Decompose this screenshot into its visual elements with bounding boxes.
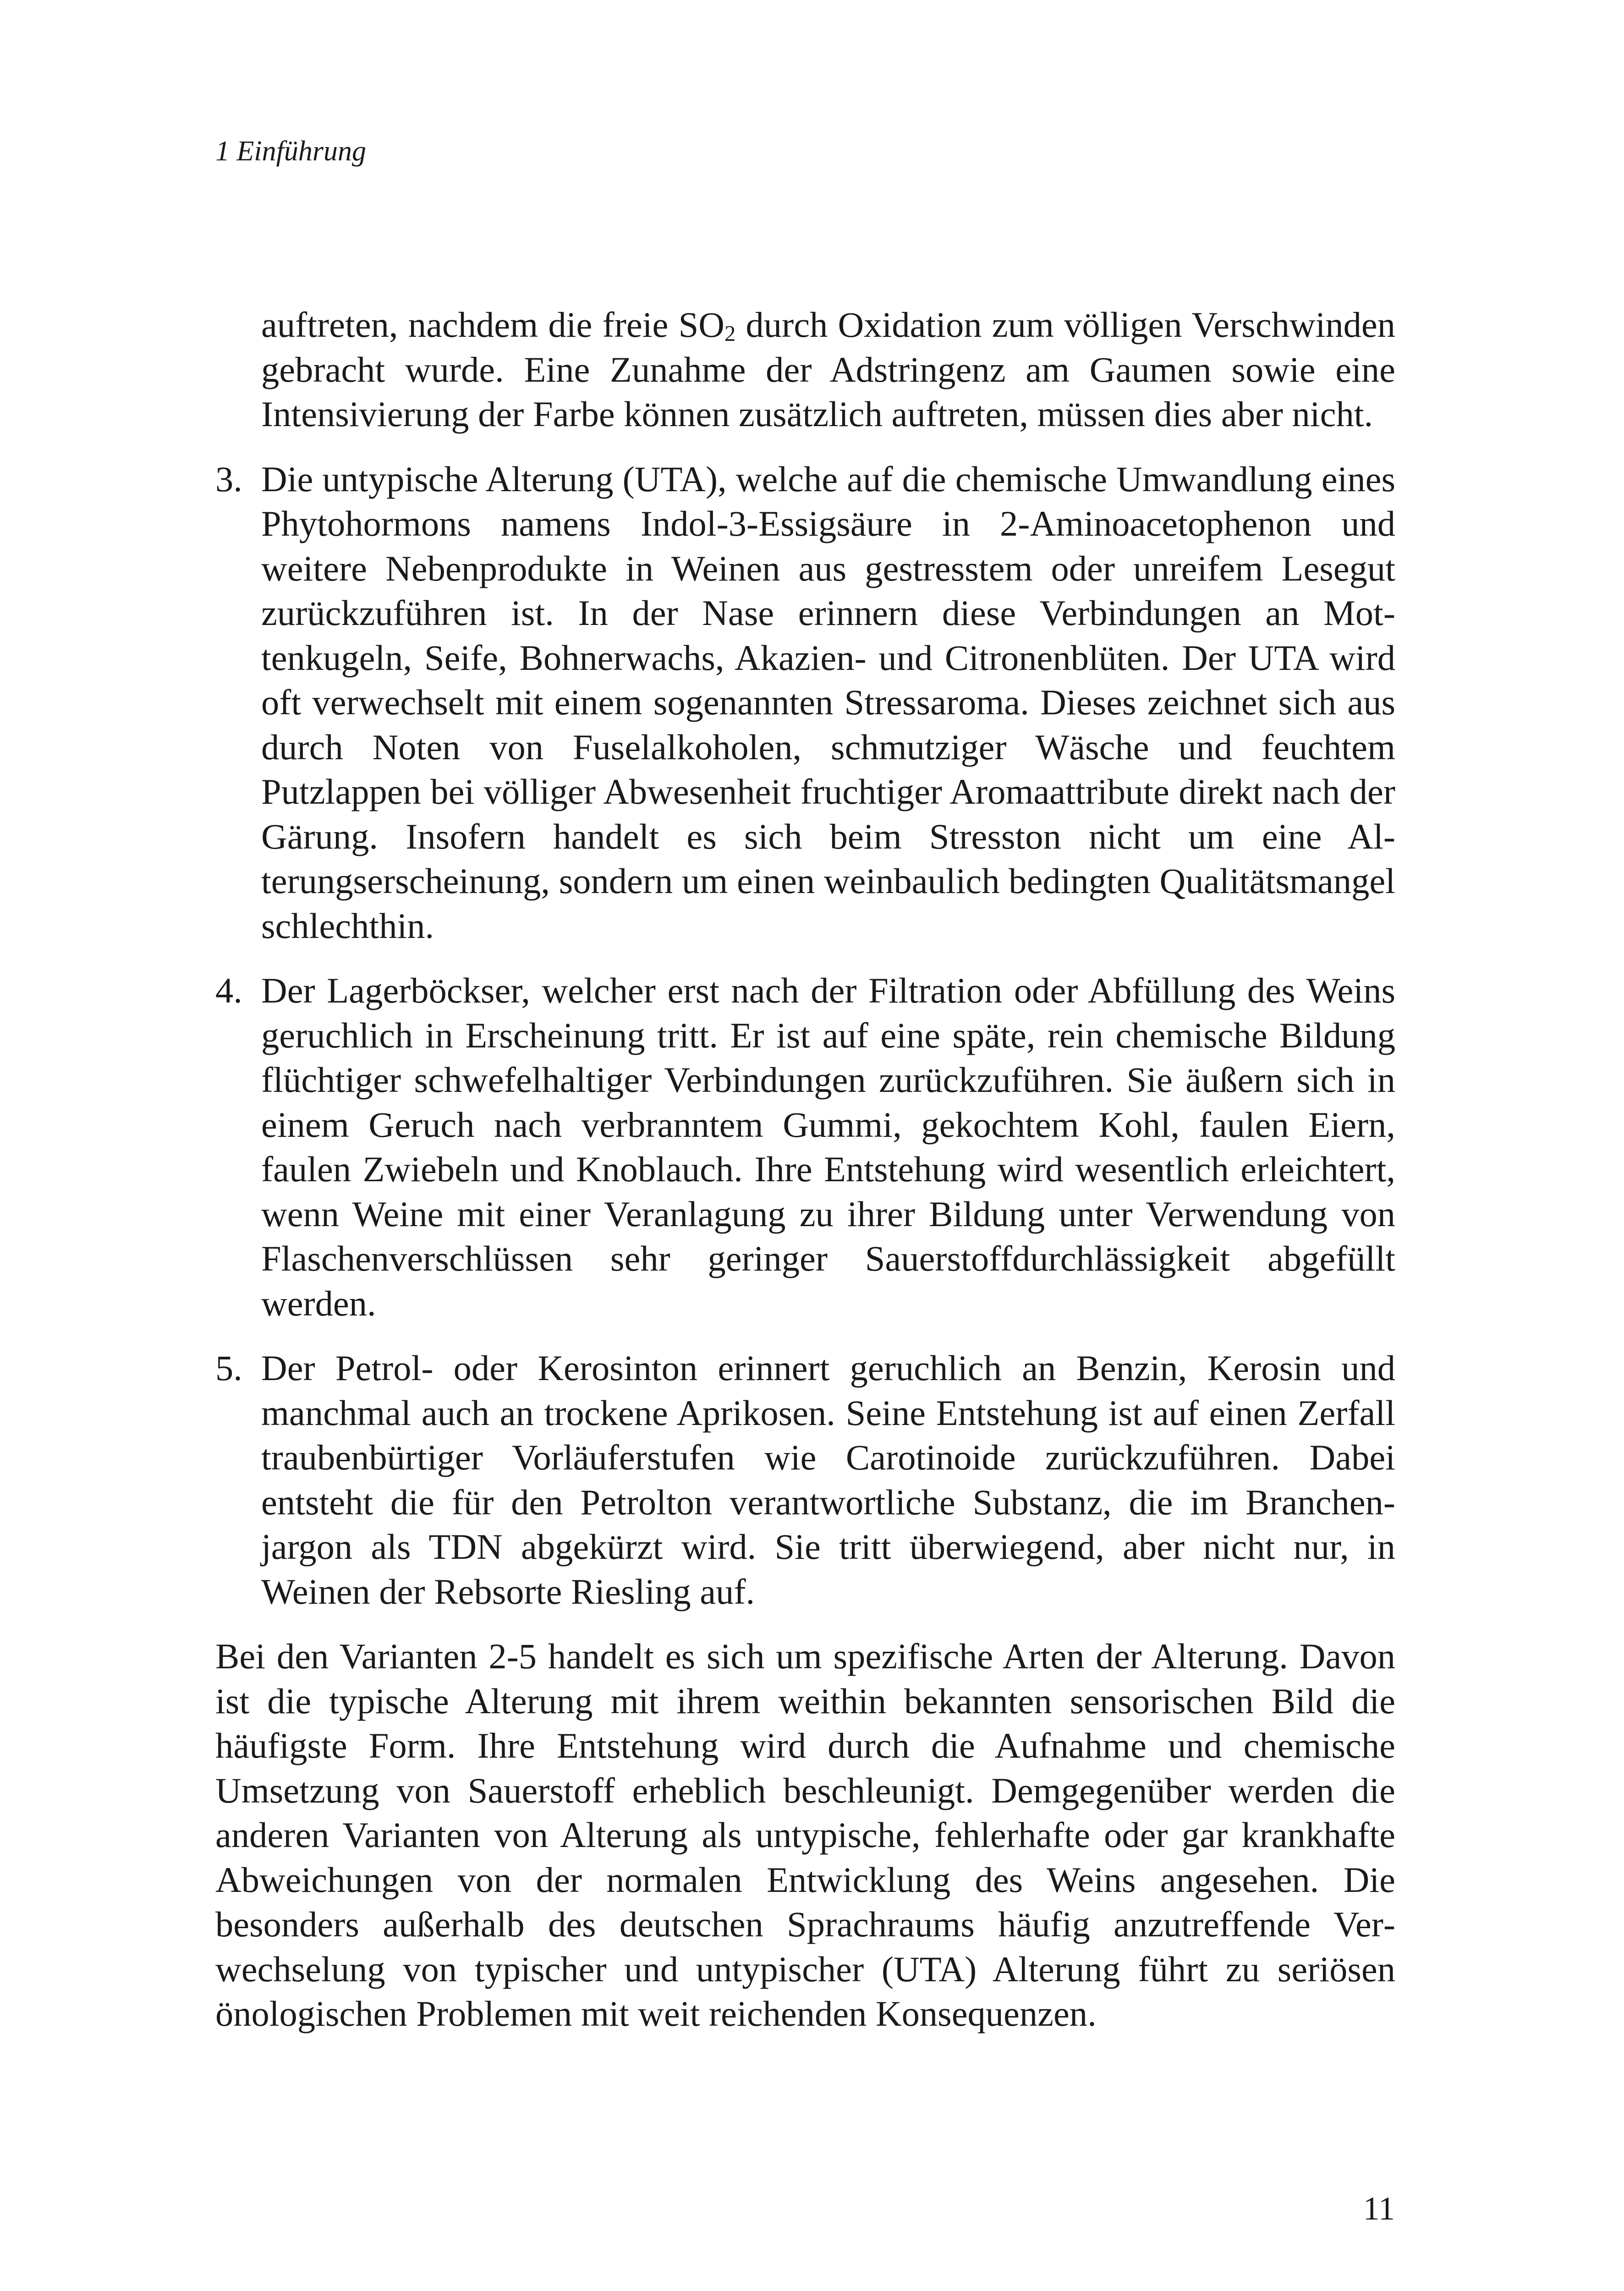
list-item-3 (215, 457, 1395, 948)
list-number: 5. (215, 1348, 242, 1388)
body-paragraph: Bei den Varianten 2-5 handelt es sich um spezifische Arten der Alterung. Davon ist die typische Alterung mit ihrem weithin bekannten sensorischen Bild die häufigste Form. Ihre Entstehung wird durch die Aufnahme und chemische Umsetzung von Sauerstoff erheblich beschleunigt. Demgegenüber werden die anderen Varianten von Alterung als untypische, fehlerhafte oder gar krankhafte Abweichungen von der normalen Entwicklung des Weins angesehen. Die besonders außerhalb des deutschen Sprachraums häufig anzutreffende Verwechselung von typischer und untypischer (UTA) Alterung führt zu seriösen önologischen Problemen mit weit reichenden Konsequenzen. (215, 1636, 1395, 2033)
continuation-text-start: auftreten, nachdem die freie SO (261, 305, 724, 345)
list-item-text: Der Petrol- oder Kerosinton erinnert geruchlich an Benzin, Kerosin und manchmal auch an trockene Aprikosen. Seine Entstehung ist auf einen Zerfall traubenbürtiger Vorläuferstufen wie Carotinoide zurückzuführen. Dabei entsteht die für den Petrolton verantwortliche Substanz, die im Branchenjargon als TDN abgekürzt wird. Sie tritt überwiegend, aber nicht nur, in Weinen der Rebsorte Riesling auf. (261, 1348, 1395, 1611)
list-number: 4. (215, 970, 242, 1010)
running-header: 1 Einführung (215, 136, 366, 167)
list-item-text: Die untypische Alterung (UTA), welche auf die chemische Umwandlung eines Phytohormons namens Indol-3-Essigsäure in 2-Aminoacetophenon und weitere Nebenprodukte in Weinen aus gestresstem oder unreifem Lesegut zurückzuführen ist. In der Nase erinnern diese Verbindungen an Mottenkugeln, Seife, Bohnerwachs, Akazien- und Citronenblüten. Der UTA wird oft verwechselt mit einem sogenannten Stressaroma. Dieses zeichnet sich aus durch Noten von Fuselalkoholen, schmutziger Wäsche und feuchtem Putzlappen bei völliger Abwesenheit fruchtiger Aromaattribute direkt nach der Gärung. Insofern handelt es sich beim Stresston nicht um eine Alterungserscheinung, sondern um einen weinbaulich bedingten Qualitätsmangel schlechthin. (261, 459, 1395, 946)
continued-list-item-2 (215, 302, 1395, 437)
subscript-2: 2 (724, 321, 736, 346)
continuation-text-end: durch Oxidation zum völligen Verschwinden gebracht wurde. Eine Zunahme der Adstringenz am Gaumen sowie eine Intensivierung der Farbe können zusätzlich auftreten, müssen dies aber nicht. (261, 305, 1396, 434)
list-item-4 (215, 968, 1395, 1326)
body-text (215, 302, 1395, 2036)
list-number: 3. (215, 459, 242, 499)
list-item-5 (215, 1346, 1395, 1614)
list-item-text: Der Lagerböckser, welcher erst nach der Filtration oder Abfüllung des Weins geruchlich in Erscheinung tritt. Er ist auf eine späte, rein chemische Bildung flüchtiger schwefelhaltiger Verbindungen zurückzuführen. Sie äußern sich in einem Geruch nach verbranntem Gummi, gekochtem Kohl, faulen Eiern, faulen Zwiebeln und Knoblauch. Ihre Entstehung wird wesentlich erleichtert, wenn Weine mit einer Veranlagung zu ihrer Bildung unter Verwendung von Flaschenverschlüssen sehr geringer Sauerstoffdurchlässigkeit abgefüllt werden. (261, 970, 1395, 1323)
page-number: 11 (1363, 2190, 1395, 2227)
